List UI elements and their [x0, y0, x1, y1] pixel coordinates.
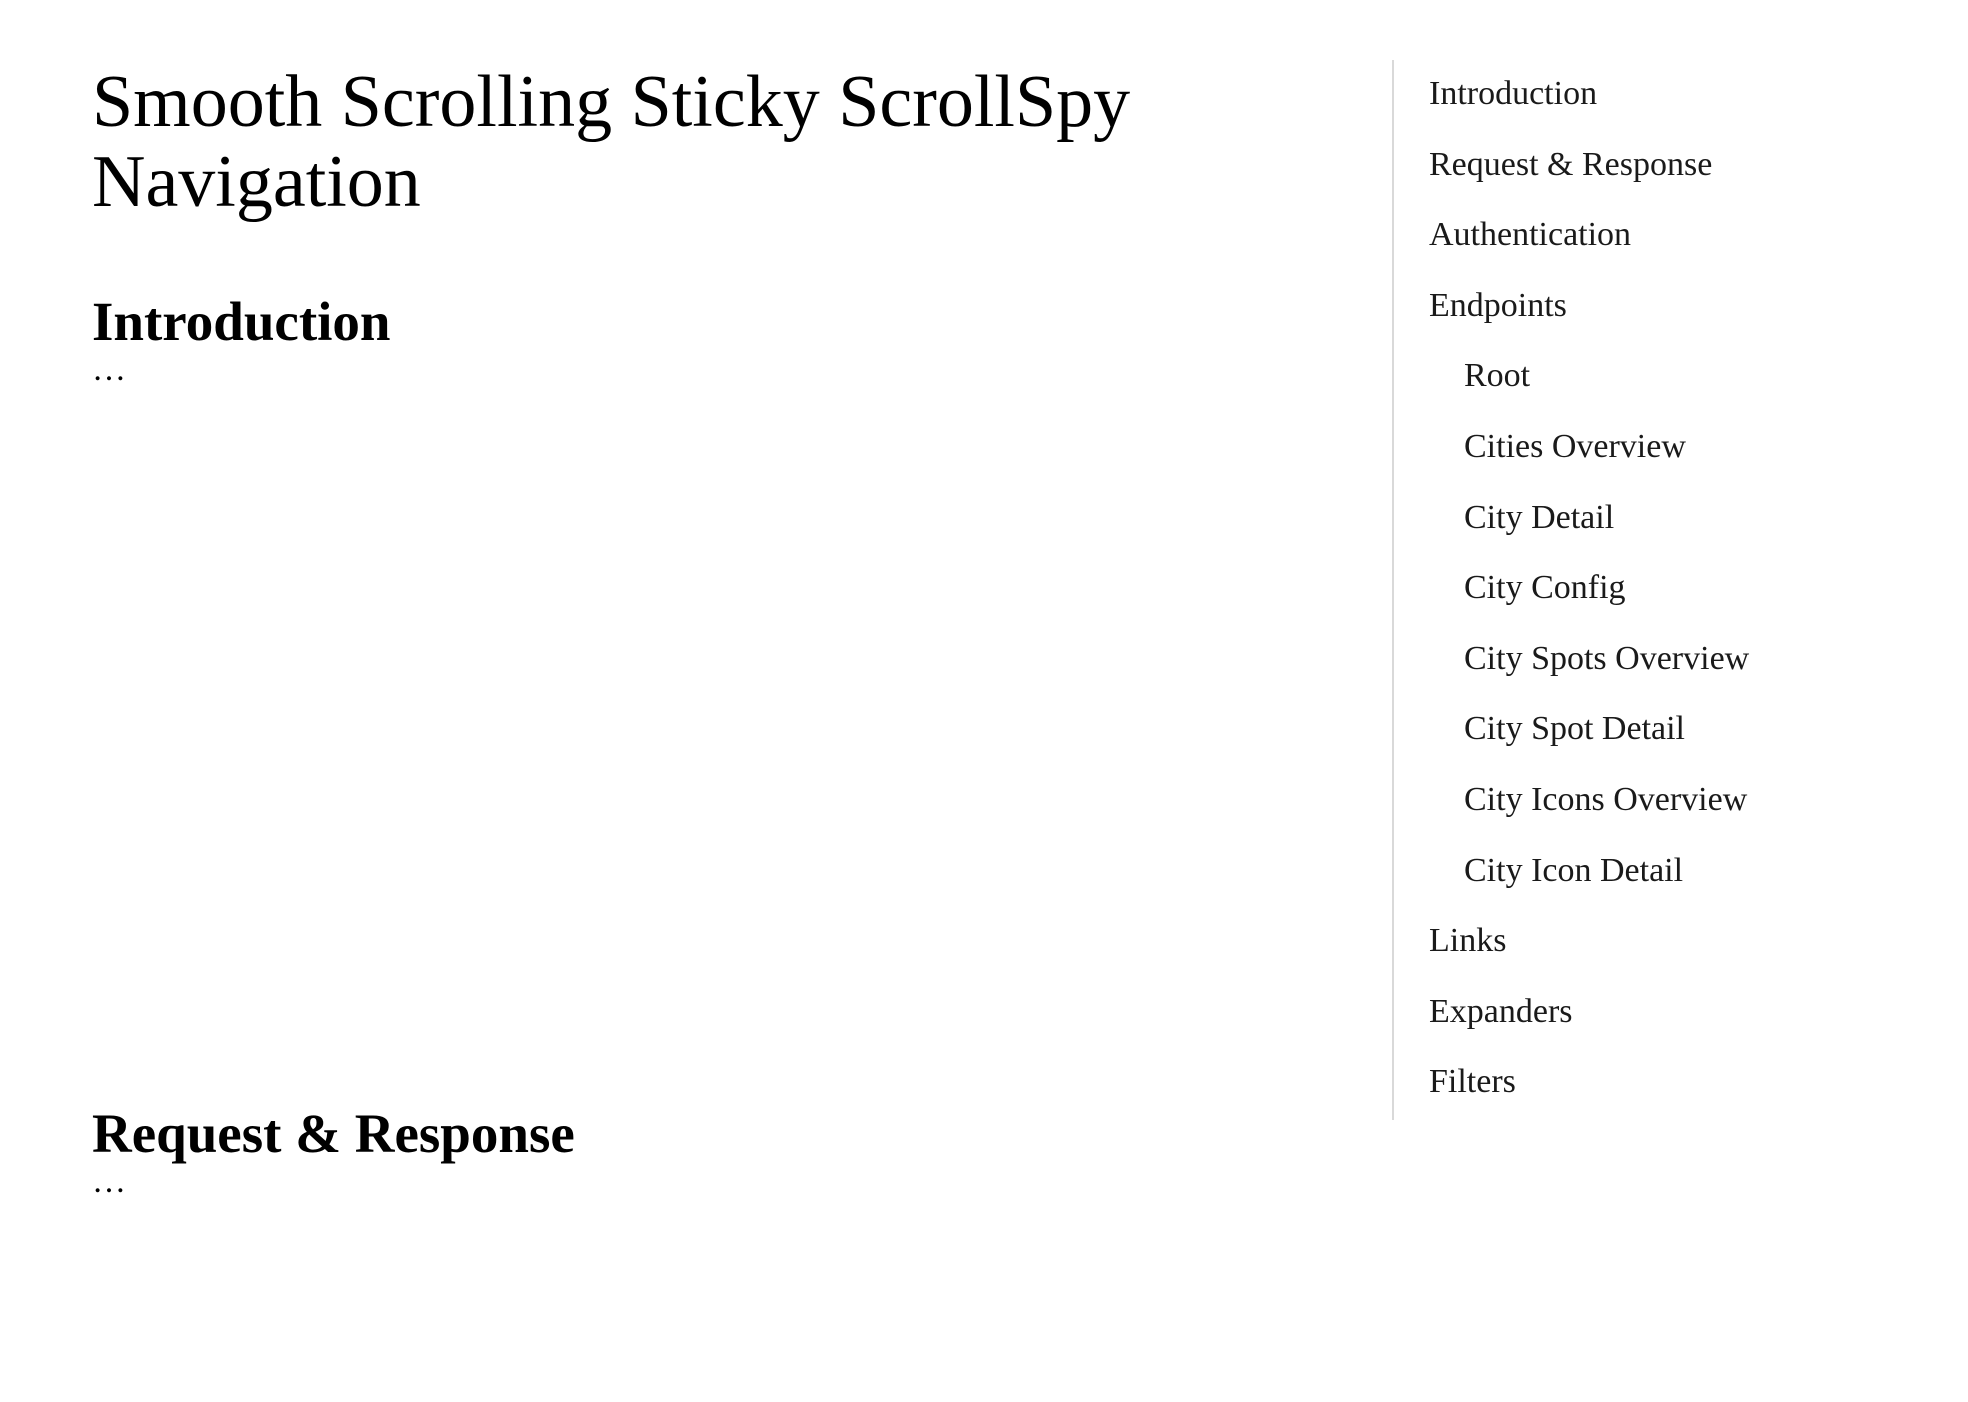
section-body-request-response: …	[92, 1163, 126, 1200]
nav-item-cities-overview[interactable]: Cities Overview	[1464, 427, 1686, 465]
nav-list	[1394, 60, 1914, 1119]
nav-item-expanders[interactable]: Expanders	[1429, 992, 1573, 1030]
nav-item-city-detail[interactable]: City Detail	[1464, 498, 1615, 536]
nav-item-filters[interactable]: Filters	[1429, 1063, 1516, 1101]
section-heading-introduction: Introduction	[92, 291, 391, 352]
nav-item-introduction[interactable]: Introduction	[1429, 75, 1598, 112]
section-heading-request-response: Request & Response	[92, 1103, 575, 1164]
nav-item-city-config[interactable]: City Config	[1464, 569, 1626, 607]
nav-item-authentication[interactable]: Authentication	[1429, 216, 1632, 254]
section-body-introduction: …	[92, 351, 126, 388]
nav-item-endpoints[interactable]: Endpoints	[1429, 286, 1567, 324]
nav-item-request-response[interactable]: Request & Response	[1429, 145, 1713, 183]
nav-item-city-icon-detail[interactable]: City Icon Detail	[1464, 851, 1684, 889]
page-title: Smooth Scrolling Sticky ScrollSpy Navigation	[92, 61, 1131, 223]
scrollspy-nav	[1392, 60, 1914, 1120]
nav-item-city-spot-detail[interactable]: City Spot Detail	[1464, 710, 1685, 748]
nav-item-links[interactable]: Links	[1429, 922, 1507, 960]
nav-item-root[interactable]: Root	[1464, 357, 1531, 395]
nav-item-city-spots-overview[interactable]: City Spots Overview	[1464, 639, 1750, 677]
nav-item-city-icons-overview[interactable]: City Icons Overview	[1464, 780, 1748, 818]
